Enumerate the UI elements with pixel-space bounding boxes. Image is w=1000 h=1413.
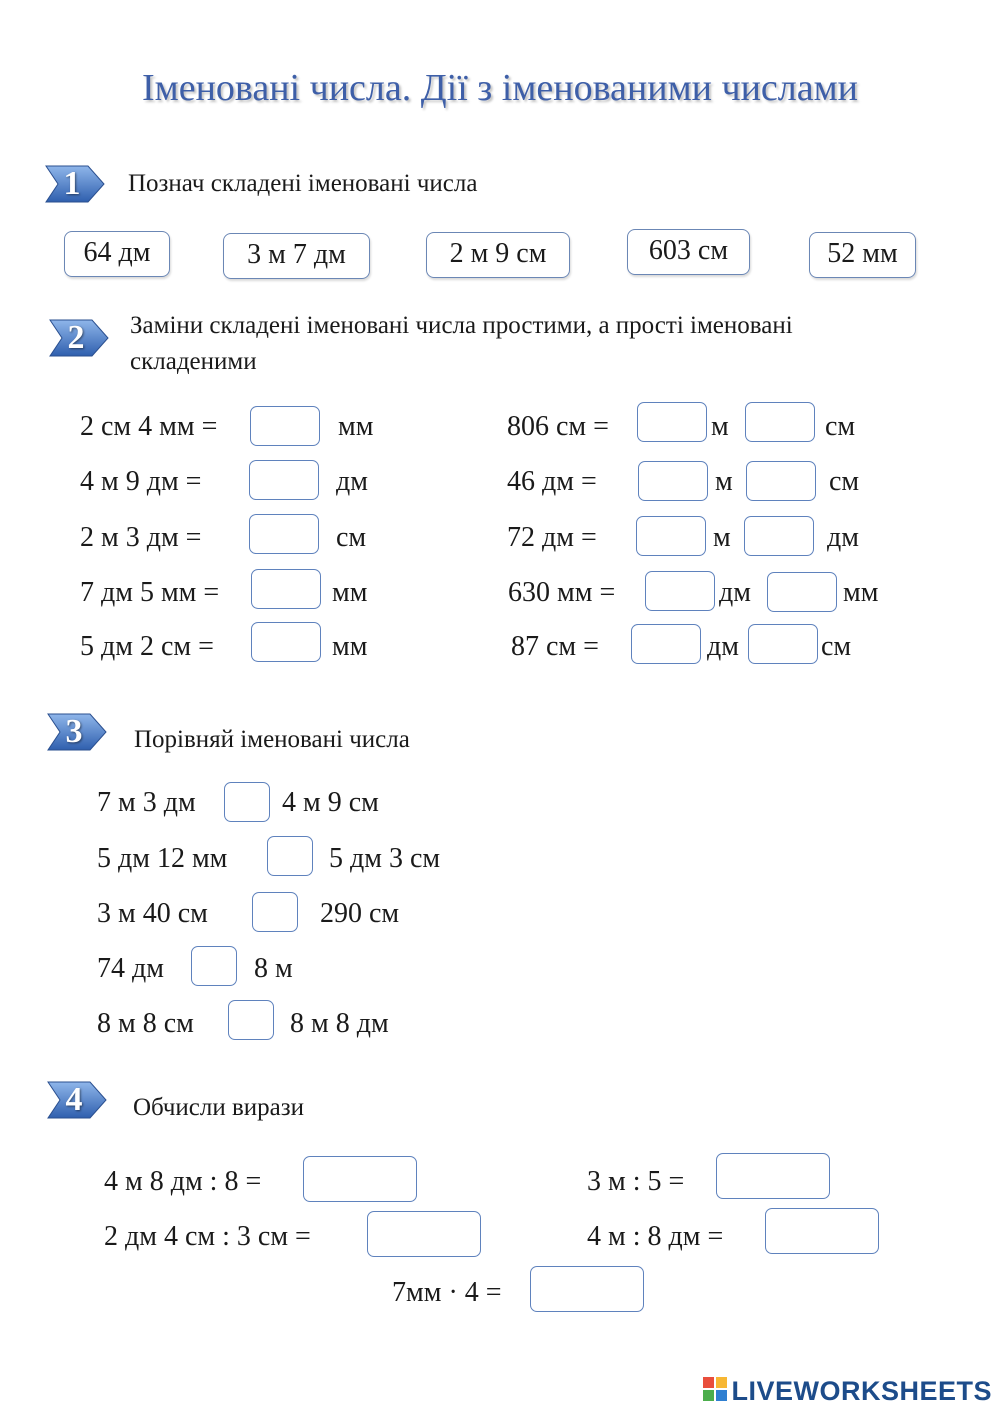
answer-box[interactable] (745, 402, 815, 442)
answer-box[interactable] (249, 514, 319, 554)
answer-box[interactable] (744, 516, 814, 556)
compare-right: 8 м (254, 953, 293, 984)
task-4-instruction: Обчисли вирази (133, 1094, 305, 1121)
answer-box[interactable] (638, 461, 708, 501)
answer-box[interactable] (367, 1211, 481, 1257)
compare-left: 5 дм 12 мм (97, 843, 228, 874)
answer-box[interactable] (765, 1208, 879, 1254)
answer-box[interactable] (748, 624, 818, 664)
compare-right: 4 м 9 см (282, 787, 379, 818)
unit-label: см (829, 466, 860, 497)
option-box[interactable]: 64 дм (64, 231, 170, 277)
conversion-expression: 630 мм = (508, 577, 616, 608)
unit-label: м (711, 411, 729, 442)
compare-right: 5 дм 3 см (329, 843, 441, 874)
conversion-expression: 2 м 3 дм = (80, 522, 202, 553)
conversion-expression: 46 дм = (507, 466, 597, 497)
conversion-expression: 5 дм 2 см = (80, 631, 214, 662)
expression: 3 м : 5 = (587, 1166, 685, 1197)
answer-box[interactable] (249, 460, 319, 500)
unit-label: мм (843, 577, 879, 608)
task-1-instruction: Познач складені іменовані числа (128, 170, 478, 197)
option-box[interactable]: 3 м 7 дм (223, 233, 370, 279)
unit-label: см (825, 411, 856, 442)
conversion-expression: 4 м 9 дм = (80, 466, 202, 497)
task-3-instruction: Порівняй іменовані числа (134, 726, 410, 753)
unit-label: дм (827, 522, 859, 553)
expression: 4 м : 8 дм = (587, 1221, 724, 1252)
answer-box[interactable] (251, 622, 321, 662)
compare-right: 8 м 8 дм (290, 1008, 389, 1039)
conversion-expression: 7 дм 5 мм = (80, 577, 220, 608)
task-number: 2 (67, 319, 85, 356)
compare-left: 74 дм (97, 953, 164, 984)
compare-right: 290 см (320, 898, 400, 929)
compare-left: 7 м 3 дм (97, 787, 196, 818)
task-2-instruction-line1: Заміни складені іменовані числа простими, а прості іменовані (130, 312, 793, 339)
answer-box[interactable] (303, 1156, 417, 1202)
unit-label: см (336, 522, 367, 553)
compare-box[interactable] (224, 782, 270, 822)
answer-box[interactable] (251, 569, 321, 609)
unit-label: дм (336, 466, 368, 497)
compare-left: 8 м 8 см (97, 1008, 194, 1039)
answer-box[interactable] (746, 461, 816, 501)
compare-box[interactable] (252, 892, 298, 932)
answer-box[interactable] (250, 406, 320, 446)
compare-box[interactable] (228, 1000, 274, 1040)
answer-box[interactable] (631, 624, 701, 664)
unit-label: дм (719, 577, 751, 608)
answer-box[interactable] (530, 1266, 644, 1312)
task-4-badge (46, 1078, 108, 1122)
logo-icon (703, 1377, 727, 1408)
logo-text: LIVEWORKSHEETS (731, 1376, 992, 1406)
compare-left: 3 м 40 см (97, 898, 208, 929)
option-box[interactable]: 603 см (627, 229, 750, 275)
expression: 7мм · 4 = (392, 1277, 502, 1308)
unit-label: мм (338, 411, 374, 442)
task-1-badge (44, 162, 106, 206)
conversion-expression: 2 см 4 мм = (80, 411, 218, 442)
liveworksheets-logo (703, 1376, 992, 1408)
unit-label: мм (332, 577, 368, 608)
conversion-expression: 87 см = (511, 631, 599, 662)
unit-label: дм (707, 631, 739, 662)
option-box[interactable]: 2 м 9 см (426, 232, 570, 278)
compare-box[interactable] (191, 946, 237, 986)
expression: 4 м 8 дм : 8 = (104, 1166, 262, 1197)
compare-box[interactable] (267, 836, 313, 876)
task-number: 1 (63, 165, 81, 202)
answer-box[interactable] (716, 1153, 830, 1199)
unit-label: м (713, 522, 731, 553)
answer-box[interactable] (645, 571, 715, 611)
task-number: 4 (65, 1081, 83, 1118)
answer-box[interactable] (767, 572, 837, 612)
conversion-expression: 806 см = (507, 411, 609, 442)
answer-box[interactable] (637, 402, 707, 442)
task-2-badge (48, 316, 110, 360)
task-number: 3 (65, 713, 83, 750)
conversion-expression: 72 дм = (507, 522, 597, 553)
page-title: Іменовані числа. Дії з іменованими числами (142, 67, 858, 109)
task-2-instruction-line2: складеними (130, 348, 257, 375)
unit-label: мм (332, 631, 368, 662)
unit-label: м (715, 466, 733, 497)
answer-box[interactable] (636, 516, 706, 556)
task-3-badge (46, 710, 108, 754)
expression: 2 дм 4 см : 3 см = (104, 1221, 311, 1252)
option-box[interactable]: 52 мм (809, 232, 916, 278)
unit-label: см (821, 631, 852, 662)
